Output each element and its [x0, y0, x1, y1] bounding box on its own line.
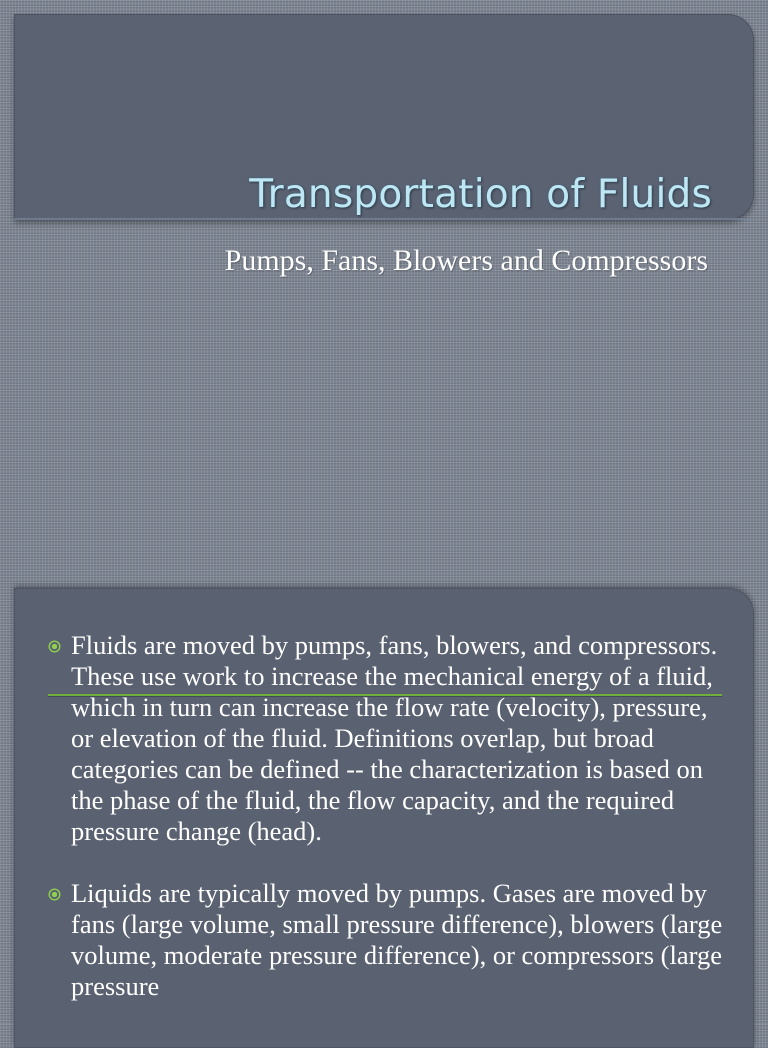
bullet-text: Fluids are moved by pumps, fans, blowers, and compressors. These use work to increase the mechanical energy of a fluid, which in turn can increase the flow rate (velocity), pressure, or elevation of the fluid. Definitions overlap, but broad categories can be defined -- the characterization is based on the phase of the fluid, the flow capacity, and the required pressure change (head). — [71, 630, 718, 846]
bullet-item — [46, 630, 726, 847]
title-banner — [14, 14, 754, 220]
bullet-text: Liquids are typically moved by pumps. Gases are moved by fans (large volume, small pressure difference), blowers (large volume, moderate pressure difference), or compressors (large pressure — [71, 878, 723, 1001]
bullet-list — [46, 630, 726, 1033]
bullet-item — [46, 878, 726, 1002]
circle-bullet-icon — [48, 640, 61, 653]
slide-subtitle: Pumps, Fans, Blowers and Compressors — [224, 244, 708, 277]
slide-title: Transportation of Fluids — [249, 172, 712, 217]
circle-bullet-icon — [48, 888, 61, 901]
